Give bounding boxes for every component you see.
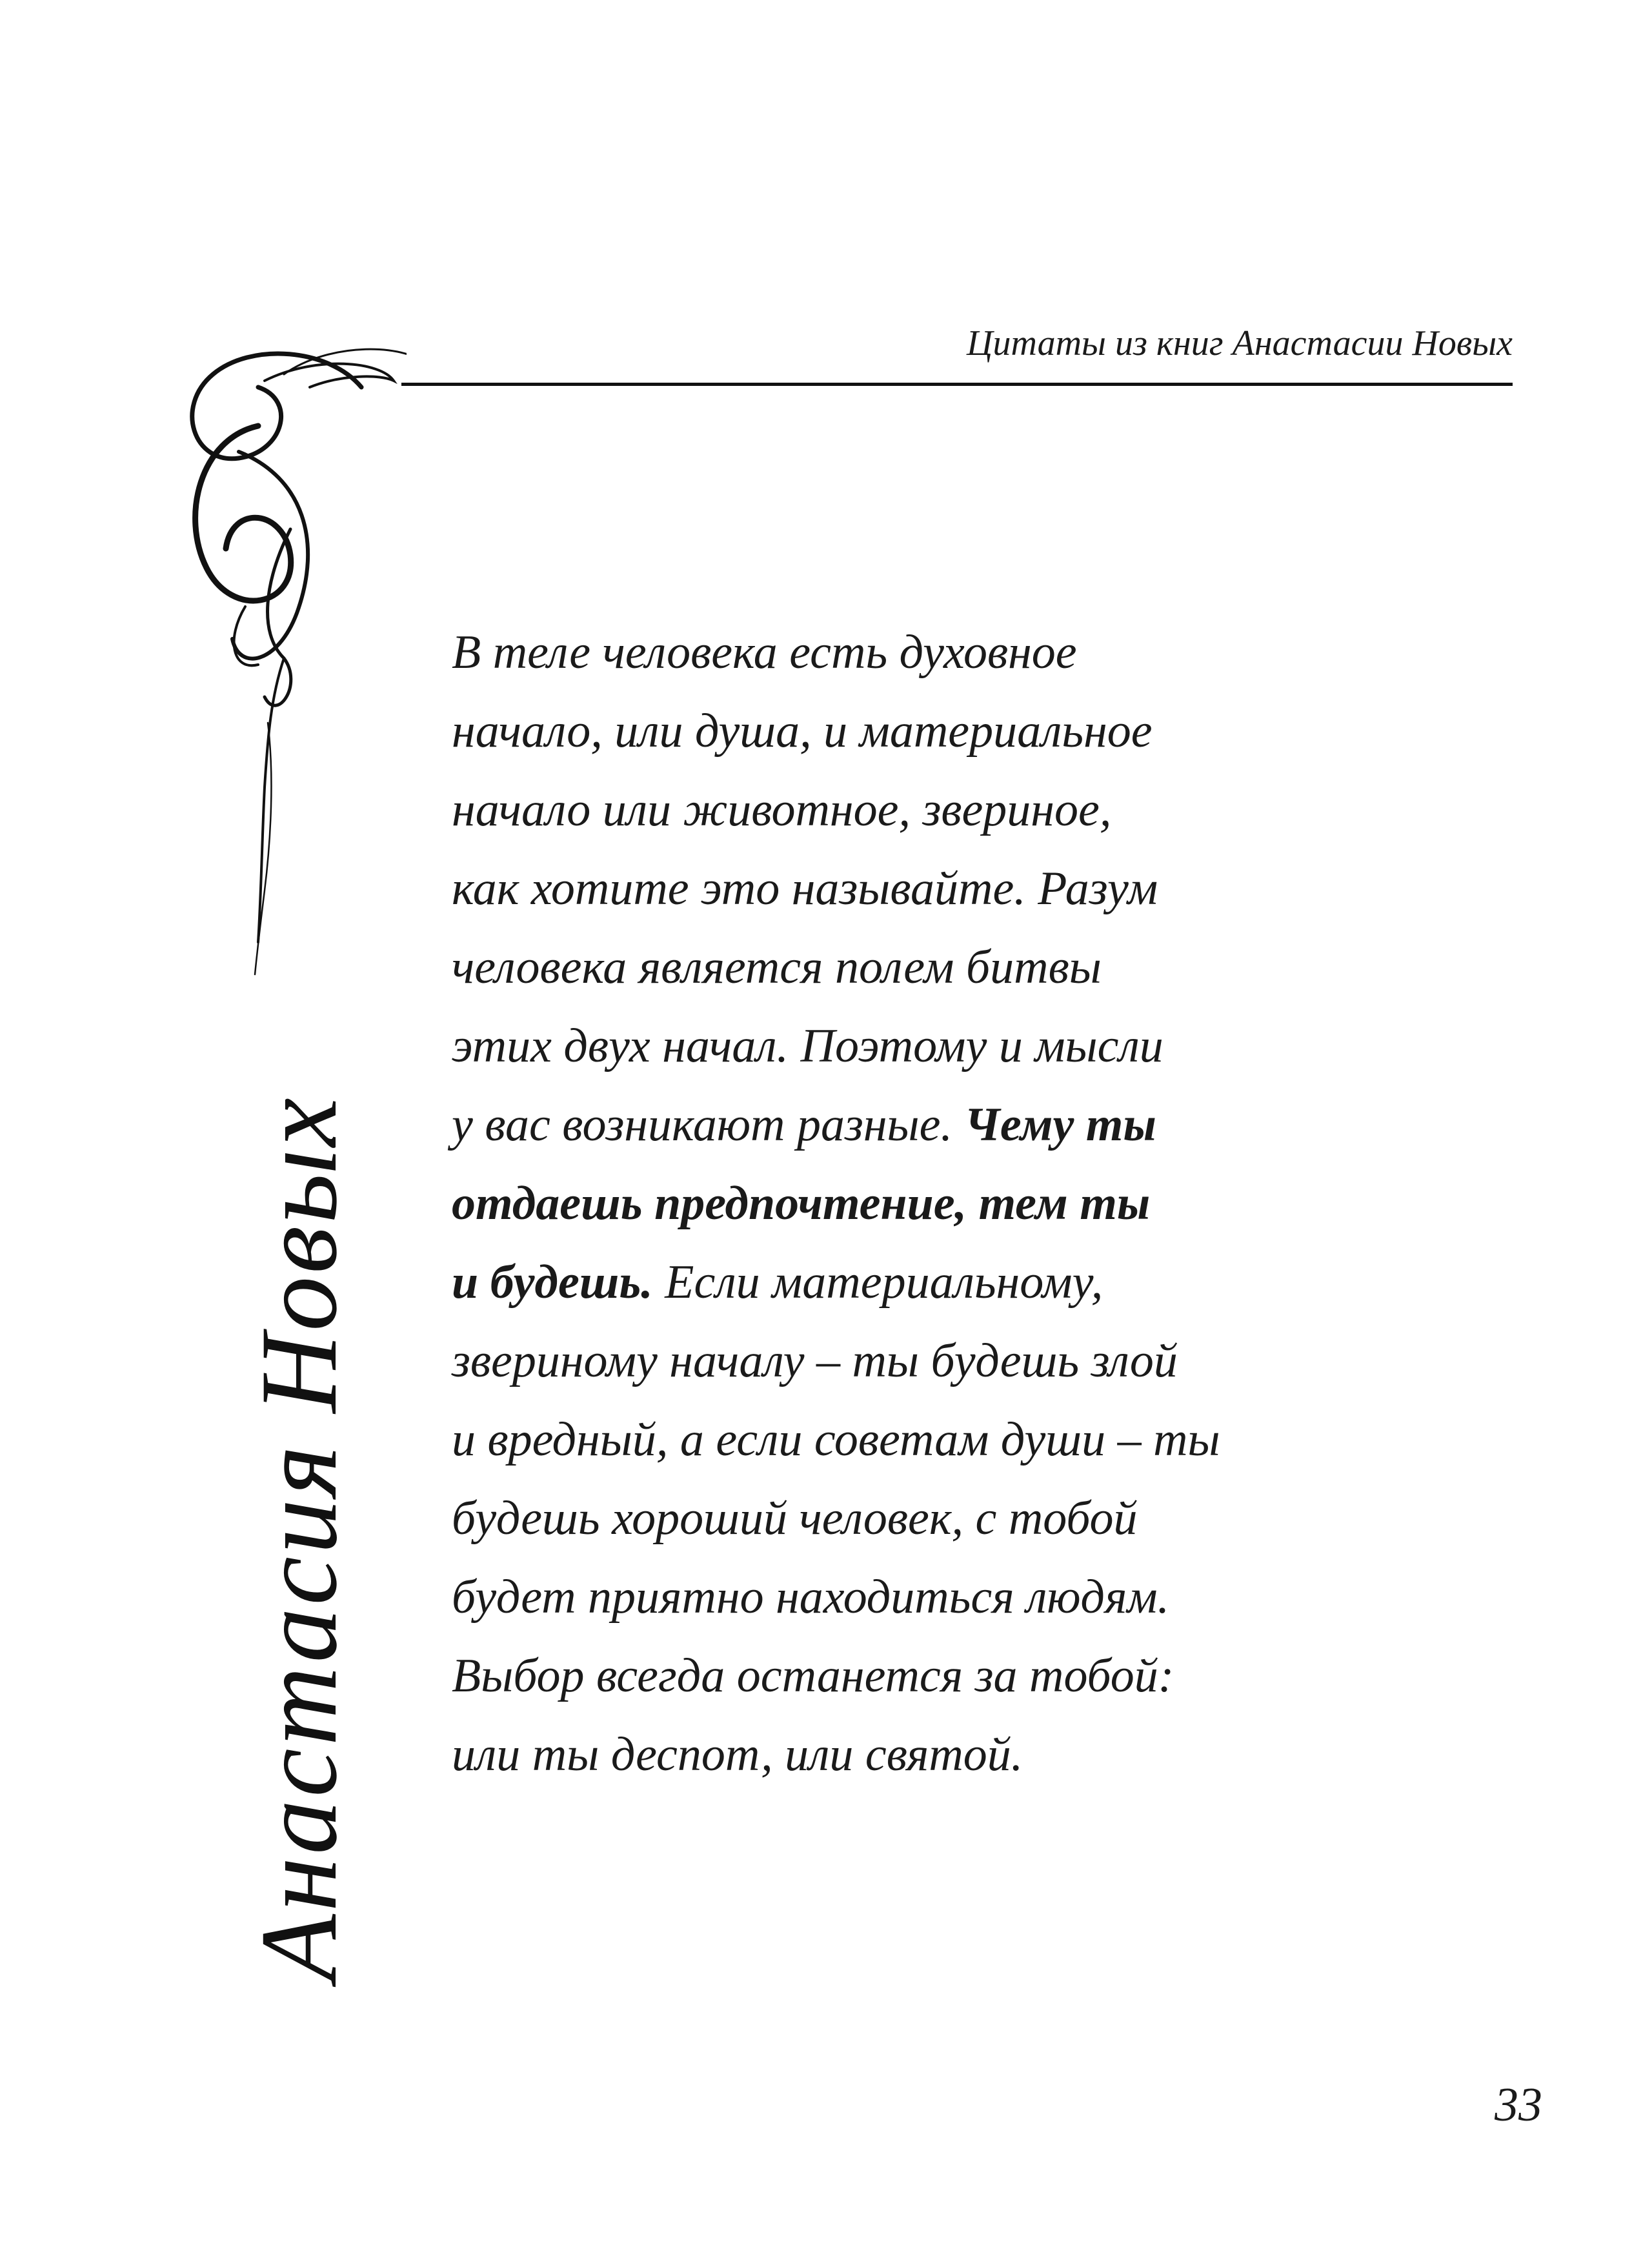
quote-segment: Если материальному, <box>652 1256 1103 1309</box>
quote-segment: у вас возникают разные. <box>452 1098 965 1151</box>
quote-segment: начало, или душа, и материальное <box>452 705 1153 758</box>
quote-line <box>452 849 1458 928</box>
quote-segment: человека является полем битвы <box>452 941 1102 994</box>
quote-segment: Выбор всегда останется за тобой: <box>452 1649 1174 1702</box>
quote-segment: будет приятно находиться людям. <box>452 1571 1170 1624</box>
quote-line <box>452 1637 1458 1715</box>
quote-line <box>452 613 1458 692</box>
quote-emphasis: Чему ты <box>964 1098 1156 1151</box>
quote-line <box>452 1243 1458 1322</box>
quote-segment: будешь хороший человек, с тобой <box>452 1492 1138 1545</box>
quote-segment: или ты деспот, или святой. <box>452 1728 1023 1781</box>
quote-line <box>452 692 1458 771</box>
running-header-title: Цитаты из книг Анастасии Новых <box>967 323 1513 363</box>
calligraphic-flourish-icon <box>136 336 407 981</box>
quote-line <box>452 1007 1458 1085</box>
quote-line <box>452 1085 1458 1164</box>
quote-segment: начало или животное, звериное, <box>452 783 1112 836</box>
quote-emphasis: и будешь. <box>452 1256 653 1309</box>
quote-segment: как хотите это называйте. Разум <box>452 862 1158 915</box>
quote-line <box>452 1479 1458 1558</box>
quote-line <box>452 1164 1458 1243</box>
quote-line <box>452 771 1458 849</box>
quote-line <box>452 1322 1458 1400</box>
author-name-vertical: Анастасия Новых <box>238 1095 359 1981</box>
quote-segment: звериному началу – ты будешь злой <box>452 1335 1178 1387</box>
quote-text <box>452 613 1458 1794</box>
quote-segment: этих двух начал. Поэтому и мысли <box>452 1020 1163 1073</box>
quote-line <box>452 1558 1458 1637</box>
quote-line <box>452 1400 1458 1479</box>
page-number: 33 <box>1495 2079 1542 2131</box>
quote-segment: В теле человека есть духовное <box>452 626 1077 679</box>
quote-segment: и вредный, а если советам души – ты <box>452 1413 1220 1466</box>
quote-line <box>452 928 1458 1007</box>
quote-emphasis: отдаешь предпочтение, тем ты <box>452 1177 1151 1230</box>
header-divider <box>401 383 1513 386</box>
quote-line <box>452 1715 1458 1794</box>
